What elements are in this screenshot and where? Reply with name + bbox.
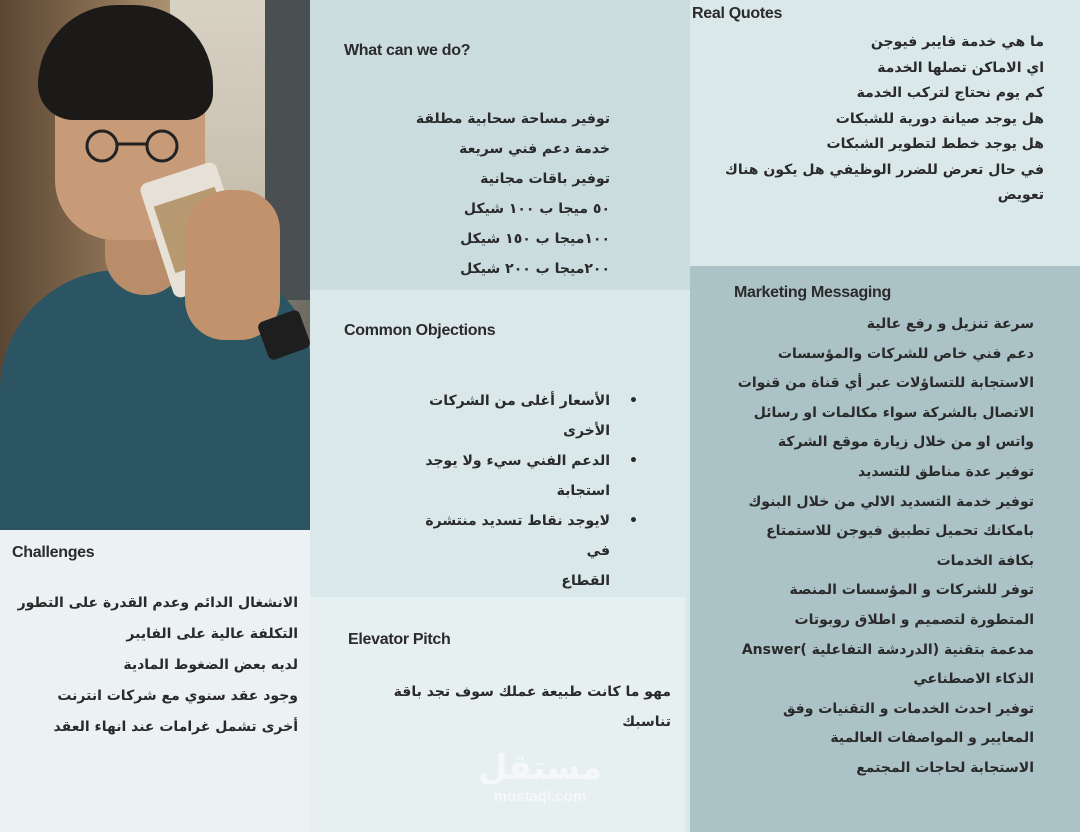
message-line: واتس او من خلال زيارة موقع الشركة [777, 434, 1034, 451]
message-line: توفير احدث الخدمات و التقنيات وفق [782, 700, 1034, 717]
quote-line: تعويض [997, 187, 1044, 203]
quotes-title: Real Quotes [692, 5, 783, 22]
message-line: توفير عدة مناطق للتسديد [858, 463, 1034, 480]
what-can-we-do-panel [310, 0, 690, 290]
offer-line: توفير باقات مجانية [480, 171, 610, 187]
objection-item: • الدعم الفني سيء ولا يوجد استجابة [410, 446, 610, 506]
common-objections-panel [310, 290, 690, 597]
message-line: الاستجابة لحاجات المجتمع [856, 759, 1034, 776]
message-line: الاتصال بالشركة سواء مكالمات او رسائل [753, 404, 1034, 421]
message-line: المتطورة لتصميم و اطلاق روبوتات [794, 611, 1034, 628]
pitch-title: Elevator Pitch [348, 631, 451, 648]
message-line: توفير خدمة التسديد الالي من خلال البنوك [748, 493, 1034, 510]
quote-line: هل يوجد صيانة دورية للشبكات [835, 110, 1044, 127]
quote-line: كم يوم نحتاج لتركب الخدمة [856, 85, 1044, 101]
watermark-logo: مستقل [477, 748, 603, 788]
glasses-icon [78, 128, 196, 164]
message-line: مدعمة بتقنية (الدردشة التفاعلية )Answer [741, 641, 1034, 658]
offer-line: ٢٠٠ميجا ب ٢٠٠ شيكل [460, 261, 610, 277]
message-line: المعايير و المواصفات العالمية [830, 730, 1034, 747]
message-line: بامكانك تحميل تطبيق فيوجن للاستمتاع [766, 523, 1034, 540]
pitch-text: مهو ما كانت طبيعة عملك سوف تجد باقة تناسبك [393, 684, 671, 730]
marketing-list [738, 310, 1034, 784]
what-list [416, 104, 610, 284]
message-line: بكافة الخدمات [936, 552, 1034, 569]
hand [185, 190, 280, 340]
quote-line: اي الاماكن تصلها الخدمة [877, 59, 1044, 76]
bullet-icon: • [629, 393, 638, 409]
objections-list [410, 386, 638, 626]
challenge-line: الانشغال الدائم وعدم القدرة على التطور [17, 595, 298, 611]
man-drinking-coffee-photo [0, 0, 310, 530]
quote-line: في حال تعرض للضرر الوظيفي هل يكون هناك [725, 161, 1044, 178]
message-line: الذكاء الاصطناعي [913, 671, 1034, 688]
message-line: الاستجابة للتساؤلات عبر أي قناة من قنوات [737, 375, 1034, 392]
bullet-icon: • [629, 453, 638, 469]
message-line: سرعة تنزيل و رفع عالية [866, 316, 1034, 332]
challenge-line: أخرى تشمل غرامات عند انهاء العقد [53, 719, 298, 735]
objection-item: • لايوجد نقاط تسديد منتشرة في القطاع [410, 506, 610, 596]
challenges-title: Challenges [12, 544, 95, 561]
challenges-panel [0, 530, 310, 832]
mostaql-watermark [465, 748, 615, 805]
message-line: توفر للشركات و المؤسسات المنصة [789, 582, 1034, 599]
challenge-line: التكلفة عالية على الفايبر [126, 626, 298, 642]
objections-title: Common Objections [344, 322, 496, 339]
offer-line: ٥٠ ميجا ب ١٠٠ شيكل [463, 201, 610, 217]
offer-line: خدمة دعم فني سريعة [459, 141, 610, 157]
challenges-list [18, 588, 298, 743]
marketing-title: Marketing Messaging [734, 284, 892, 301]
offer-line: توفير مساحة سحابية مطلقة [415, 111, 610, 127]
bullet-icon: • [629, 513, 638, 529]
quote-line: ما هي خدمة فايبر فيوجن [870, 34, 1044, 50]
quotes-list [725, 30, 1044, 209]
message-line: دعم فني خاص للشركات والمؤسسات [777, 345, 1034, 362]
what-title: What can we do? [344, 42, 471, 59]
offer-line: ١٠٠ميجا ب ١٥٠ شيكل [460, 231, 610, 247]
real-quotes-panel [690, 0, 1080, 266]
objection-item: • الأسعار أغلى من الشركات الأخرى [410, 386, 610, 446]
challenge-line: لديه بعض الضغوط المادية [123, 657, 298, 673]
challenge-line: وجود عقد سنوي مع شركات انترنت [57, 688, 298, 704]
quote-line: هل يوجد خطط لتطوير الشبكات [826, 136, 1044, 152]
watermark-domain: mostaql.com [493, 788, 587, 805]
marketing-messaging-panel [690, 266, 1080, 832]
